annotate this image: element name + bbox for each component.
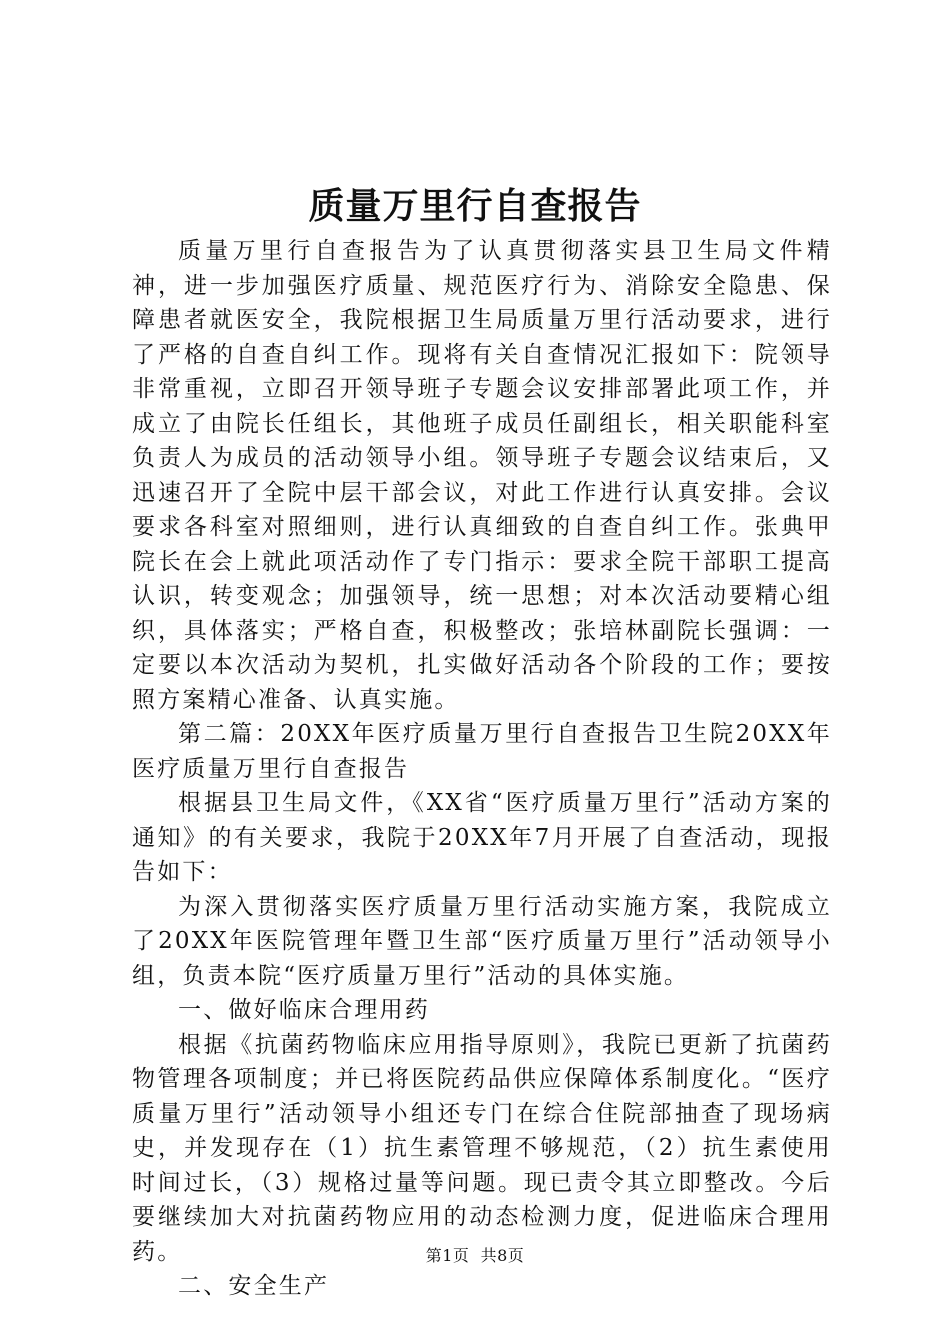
paragraph-intro: 质量万里行自查报告为了认真贯彻落实县卫生局文件精神，进一步加强医疗质量、规范医疗行为、消除安全隐患、保障患者就医安全，我院根据卫生局质量万里行活动要求，进行了严格的自查自纠工作。现将有关自查情况汇报如下：院领导非常重视，立即召开领导班子专题会议安排部署此项工作，并成立了由院长任组长，其他班子成员任副组长，相关职能科室负责人为成员的活动领导小组。领导班子专题会议结束后，又迅速召开了全院中层干部会议，对此工作进行认真安排。会议要求各科室对照细则，进行认真细致的自查自纠工作。张典甲院长在会上就此项活动作了专门指示：要求全院干部职工提高认识，转变观念；加强领导，统一思想；对本次活动要精心组织，具体落实；严格自查，积极整改；张培林副院长强调：一定要以本次活动为契机，扎实做好活动各个阶段的工作；要按照方案精心准备、认真实施。 — [132, 238, 832, 713]
paragraph-leading-group: 为深入贯彻落实医疗质量万里行活动实施方案，我院成立了20XX年医院管理年暨卫生部“医疗质量万里行”活动领导小组，负责本院“医疗质量万里行”活动的具体实施。 — [132, 893, 832, 989]
paragraph-basis: 根据县卫生局文件，《XX省“医疗质量万里行”活动方案的通知》的有关要求，我院于20XX年7月开展了自查活动，现报告如下： — [132, 790, 832, 885]
page-footer — [0, 1244, 950, 1268]
page-number: 第1页 共8页 — [425, 1246, 525, 1265]
paragraph-antibiotics: 根据《抗菌药物临床应用指导原则》，我院已更新了抗菌药物管理各项制度；并已将医院药品供应保障体系制度化。“医疗质量万里行”活动领导小组还专门在综合住院部抽查了现场病史，并发现存在（1）抗生素管理不够规范，（2）抗生素使用时间过长，（3）规格过量等问题。现已责令其立即整改。今后要继续加大对抗菌药物应用的动态检测力度，促进临床合理用药。 — [132, 1031, 832, 1265]
section-heading-rational-drug-use: 一、做好临床合理用药 — [178, 997, 430, 1023]
paragraph-second-article-heading: 第二篇：20XX年医疗质量万里行自查报告卫生院20XX年医疗质量万里行自查报告 — [132, 721, 832, 782]
document-title: 质量万里行自查报告 — [308, 186, 642, 227]
section-heading-safe-production: 二、安全生产 — [178, 1273, 330, 1299]
document-body — [132, 234, 832, 1304]
